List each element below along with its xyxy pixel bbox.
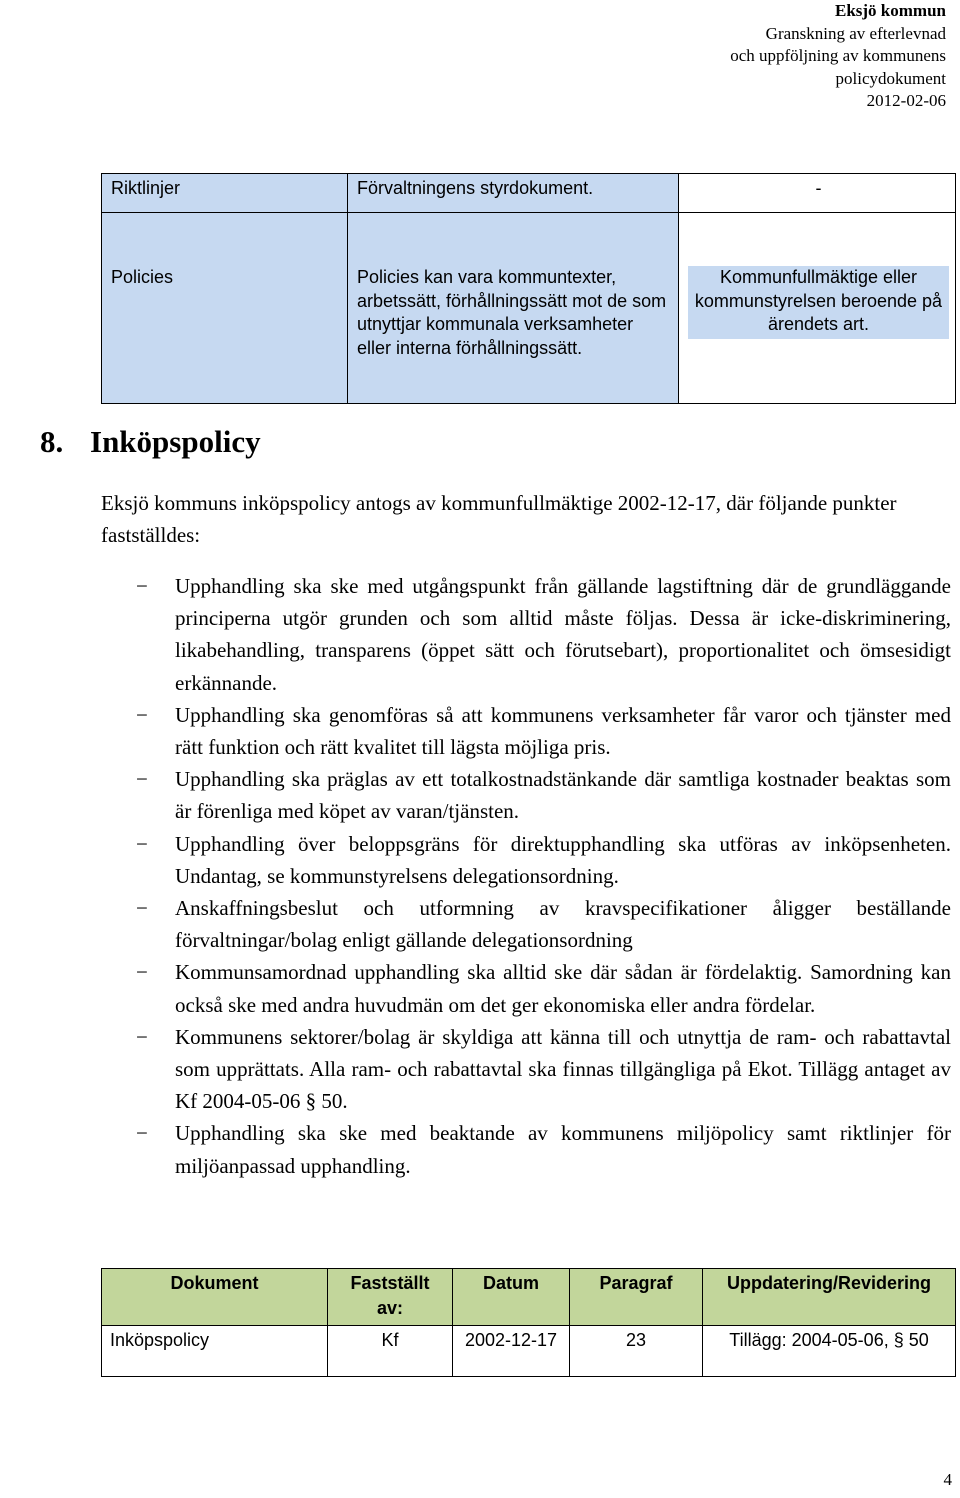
list-item-text: Upphandling ska präglas av ett totalkostnadstänkande där samtliga kostnader beaktas som är förenliga med köpet av varan/tjänsten. bbox=[175, 767, 951, 824]
column-header: Datum bbox=[453, 1269, 570, 1326]
list-item bbox=[136, 699, 951, 763]
bullet-dash: − bbox=[136, 896, 148, 921]
table-cell: 23 bbox=[570, 1326, 703, 1377]
table-row bbox=[102, 174, 956, 213]
table-cell-description: Policies kan vara kommuntexter, arbetssätt, förhållningssätt mot de som utnyttjar kommunala verksamheter eller interna förhållningssätt. bbox=[348, 213, 679, 404]
bullet-dash: − bbox=[136, 574, 148, 598]
table-cell: Tillägg: 2004-05-06, § 50 bbox=[703, 1326, 956, 1377]
list-item bbox=[136, 1021, 951, 1118]
document-types-table bbox=[101, 173, 956, 404]
table-cell: Kf bbox=[328, 1326, 453, 1377]
list-item-text: Kommunens sektorer/bolag är skyldiga att känna till och utnyttja de ram- och rabattavtal som upprättats. Alla ram- och rabattavtal ska finnas tillgängliga på Ekot. Tillägg antaget av Kf 2004-05-06 § 50. bbox=[175, 1024, 951, 1114]
header-org: Eksjö kommun bbox=[834, 1, 946, 20]
table-header-row bbox=[102, 1269, 956, 1326]
list-item-text: Upphandling över beloppsgräns för direktupphandling ska utföras av inköpsenheten. Undantag, se kommunstyrelsens delegationsordning. bbox=[175, 831, 951, 888]
document-info-table bbox=[101, 1268, 956, 1377]
table-row bbox=[102, 213, 956, 404]
decided-by-text: Kommunfullmäktige eller kommunstyrelsen beroende på ärendets art. bbox=[688, 266, 949, 339]
page-header bbox=[730, 0, 946, 113]
list-item-text: Kommunsamordnad upphandling ska alltid ske där sådan är fördelaktig. Samordning kan också ske med andra huvudmän om det ger ekonomiska eller andra fördelar. bbox=[175, 960, 951, 1017]
bullet-dash: − bbox=[136, 831, 148, 856]
table-cell-name: Policies bbox=[102, 213, 348, 404]
column-header: Fastställt av: bbox=[328, 1269, 453, 1326]
bullet-dash: − bbox=[136, 960, 148, 985]
bullet-dash: − bbox=[136, 1024, 148, 1049]
list-item-text: Anskaffningsbeslut och utformning av kravspecifikationer åligger beställande förvaltningar/bolag enligt gällande delegationsordning bbox=[175, 896, 951, 953]
column-header: Dokument bbox=[102, 1269, 328, 1326]
bullet-dash: − bbox=[136, 1121, 148, 1146]
list-item-text: Upphandling ska ske med utgångspunkt från gällande lagstiftning där de grundläggande principerna utgör grunden och som alltid måste följas. Dessa är icke-diskriminering, likabehandling, transparens (öppet sätt och förutsebart), proportionalitet och ömsesidigt erkännande. bbox=[175, 574, 951, 695]
header-line-3: policydokument bbox=[835, 68, 946, 88]
table-cell-name: Riktlinjer bbox=[102, 174, 348, 213]
column-header: Paragraf bbox=[570, 1269, 703, 1326]
table-cell-decided-by bbox=[679, 213, 956, 404]
list-item-text: Upphandling ska genomföras så att kommunens verksamheter får varor och tjänster med rätt funktion och rätt kvalitet till lägsta möjliga pris. bbox=[175, 702, 951, 760]
list-item bbox=[136, 570, 951, 699]
header-line-2: och uppföljning av kommunens bbox=[730, 46, 946, 65]
page-number: 4 bbox=[943, 1470, 952, 1489]
bullet-dash: − bbox=[136, 767, 148, 792]
column-header: Uppdatering/Revidering bbox=[703, 1269, 956, 1326]
header-line-1: Granskning av efterlevnad bbox=[765, 23, 946, 43]
table-cell: 2002-12-17 bbox=[453, 1326, 570, 1377]
section-number: 8. bbox=[40, 424, 64, 459]
list-item bbox=[136, 892, 951, 956]
list-item-text: Upphandling ska ske med beaktande av kommunens miljöpolicy samt riktlinjer för miljöanpassad upphandling. bbox=[175, 1121, 951, 1178]
table-cell: Inköpspolicy bbox=[102, 1326, 328, 1377]
list-item bbox=[136, 956, 951, 1020]
section-heading bbox=[40, 420, 261, 464]
table-cell-decided-by: - bbox=[679, 174, 956, 213]
list-item bbox=[136, 763, 951, 827]
table-row bbox=[102, 1326, 956, 1377]
table-cell-description: Förvaltningens styrdokument. bbox=[348, 174, 679, 213]
section-intro: Eksjö kommuns inköpspolicy antogs av kommunfullmäktige 2002-12-17, där följande punkter fastställdes: bbox=[101, 491, 897, 547]
bullet-dash: − bbox=[136, 702, 148, 727]
list-item bbox=[136, 1117, 951, 1181]
policy-points-list bbox=[136, 570, 951, 1182]
header-date: 2012-02-06 bbox=[866, 91, 946, 110]
section-title: Inköpspolicy bbox=[90, 424, 261, 459]
list-item bbox=[136, 828, 951, 892]
